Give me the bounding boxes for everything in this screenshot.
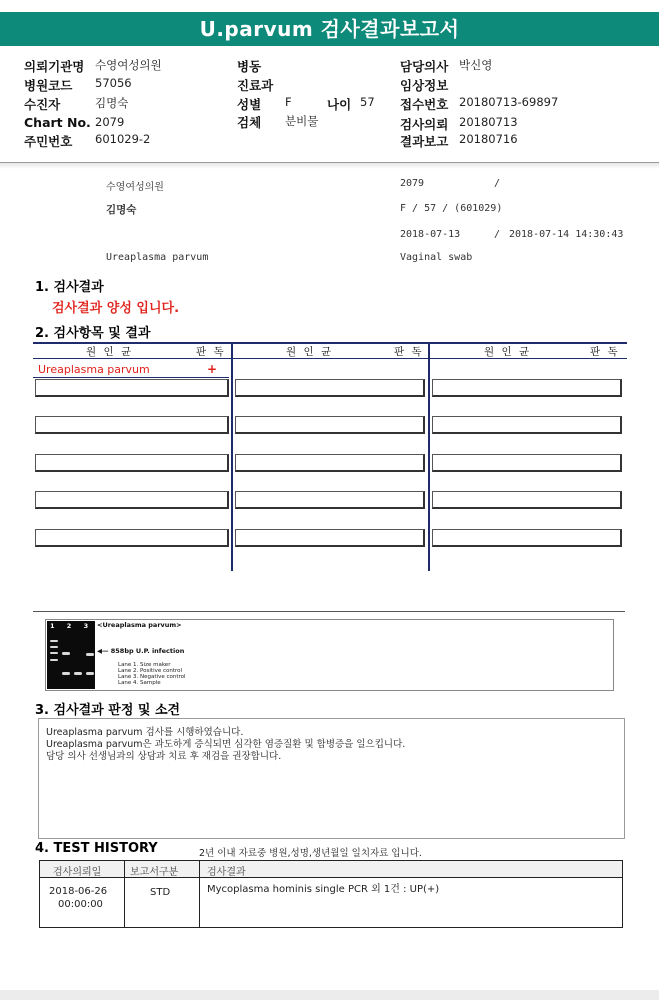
history-col-divider bbox=[199, 860, 200, 928]
age-label: 나이 bbox=[327, 97, 352, 112]
footer-band bbox=[0, 990, 659, 1000]
result-cell bbox=[235, 416, 425, 434]
specimen-label: 검체 bbox=[237, 115, 262, 130]
col-germ-3: 원 인 균 bbox=[484, 346, 532, 358]
sex-value: F bbox=[285, 95, 292, 109]
result-cell bbox=[235, 379, 425, 397]
sex-label: 성별 bbox=[237, 97, 262, 112]
chart-value: 2079 bbox=[95, 115, 125, 129]
patient-chart-slash: / bbox=[494, 178, 501, 189]
header-shadow bbox=[0, 163, 659, 169]
patient-chart: 2079 bbox=[400, 178, 425, 189]
result-cell bbox=[235, 491, 425, 509]
germ-judgement: + bbox=[207, 362, 218, 376]
gel-band bbox=[74, 672, 82, 675]
history-col-date: 검사의뢰일 bbox=[53, 867, 102, 878]
gel-band bbox=[50, 640, 58, 642]
hospital-value: 수영여성의원 bbox=[95, 58, 162, 72]
gel-band bbox=[86, 653, 94, 656]
col-judge-1: 판 독 bbox=[196, 346, 226, 358]
section1-title: 1. 검사결과 bbox=[35, 280, 104, 295]
age-value: 57 bbox=[360, 95, 375, 109]
gel-band bbox=[50, 659, 58, 661]
gel-band bbox=[62, 672, 70, 675]
result-cell bbox=[35, 454, 229, 472]
history-date: 2018-06-26 bbox=[49, 886, 108, 897]
patient-label: 수진자 bbox=[24, 97, 61, 112]
result-cell bbox=[235, 529, 425, 547]
specimen-value: 분비물 bbox=[285, 114, 319, 128]
hospital-code-value: 57056 bbox=[95, 76, 132, 90]
gel-lane-desc: Lane 3. Negative control bbox=[118, 674, 186, 680]
patient-value: 김명숙 bbox=[95, 96, 129, 110]
clinical-label: 임상정보 bbox=[400, 78, 449, 93]
section3-title: 3. 검사결과 판정 및 소견 bbox=[35, 703, 181, 718]
opinion-line: Ureaplasma parvum은 과도하게 증식되면 심각한 염증질환 및 합병증을 일으킵니다. bbox=[46, 739, 406, 750]
result-cell bbox=[35, 416, 229, 434]
history-header-row bbox=[40, 861, 622, 878]
opinion-line: Ureaplasma parvum 검사를 시행하였습니다. bbox=[46, 727, 244, 738]
gel-band bbox=[50, 646, 58, 648]
history-col-divider bbox=[124, 860, 125, 928]
gel-lane-desc: Lane 4. Sample bbox=[118, 680, 161, 686]
rrn-value: 601029-2 bbox=[95, 132, 151, 146]
doctor-value: 박신영 bbox=[459, 58, 493, 72]
section4-title: 4. TEST HISTORY bbox=[35, 841, 158, 856]
patient-test: Ureaplasma parvum bbox=[106, 252, 209, 263]
grid-divider-2 bbox=[428, 342, 430, 571]
request-label: 검사의뢰 bbox=[400, 117, 449, 132]
rrn-label: 주민번호 bbox=[24, 134, 73, 149]
patient-specimen: Vaginal swab bbox=[400, 252, 473, 263]
patient-hospital: 수영여성의원 bbox=[106, 182, 164, 193]
report-label: 결과보고 bbox=[400, 134, 449, 149]
gel-band bbox=[86, 672, 94, 675]
section2-title: 2. 검사항목 및 결과 bbox=[35, 326, 151, 341]
result-cell bbox=[35, 529, 229, 547]
patient-name: 김명숙 bbox=[106, 204, 137, 216]
col-judge-3: 판 독 bbox=[590, 346, 620, 358]
gel-lane-desc: Lane 2. Positive control bbox=[118, 668, 183, 674]
hospital-code-label: 병원코드 bbox=[24, 78, 73, 93]
germ-row-border bbox=[33, 377, 229, 378]
gel-band bbox=[62, 652, 70, 655]
section-separator bbox=[33, 611, 625, 612]
result-cell bbox=[432, 454, 622, 472]
col-germ-1: 원 인 균 bbox=[86, 346, 134, 358]
history-time: 00:00:00 bbox=[58, 899, 103, 910]
ward-label: 병동 bbox=[237, 59, 262, 74]
hospital-label: 의뢰기관명 bbox=[24, 59, 85, 74]
result-cell bbox=[35, 379, 229, 397]
history-type: STD bbox=[150, 887, 171, 898]
history-result: Mycoplasma hominis single PCR 외 1건 : UP(+) bbox=[207, 884, 440, 895]
history-note: 2년 이내 자료중 병원,성명,생년월일 일치자료 입니다. bbox=[199, 848, 422, 859]
patient-sex-age: F / 57 / (601029) bbox=[400, 203, 503, 214]
result-cell bbox=[432, 529, 622, 547]
history-col-result: 검사결과 bbox=[207, 867, 246, 878]
result-cell bbox=[432, 379, 622, 397]
col-judge-2: 판 독 bbox=[394, 346, 424, 358]
gel-title: <Ureaplasma parvum> bbox=[97, 621, 182, 629]
gel-lane-numbers: 1 2 3 4 bbox=[50, 622, 110, 630]
gel-band bbox=[50, 652, 58, 654]
grid-divider-1 bbox=[231, 342, 233, 571]
patient-date-in: 2018-07-13 bbox=[400, 229, 461, 240]
doctor-label: 담당의사 bbox=[400, 59, 449, 74]
dept-label: 진료과 bbox=[237, 78, 274, 93]
positive-result-text: 검사결과 양성 입니다. bbox=[52, 301, 180, 316]
result-cell bbox=[235, 454, 425, 472]
col-germ-2: 원 인 균 bbox=[286, 346, 334, 358]
result-cell bbox=[432, 491, 622, 509]
history-col-type: 보고서구분 bbox=[130, 867, 179, 878]
patient-date-out: 2018-07-14 14:30:43 bbox=[509, 229, 624, 240]
germ-name: Ureaplasma parvum bbox=[38, 363, 150, 376]
report-value: 20180716 bbox=[459, 132, 518, 146]
receipt-label: 접수번호 bbox=[400, 97, 449, 112]
report-title: U.parvum 검사결과보고서 bbox=[0, 12, 659, 46]
chart-label: Chart No. bbox=[24, 115, 91, 130]
result-cell bbox=[432, 416, 622, 434]
gel-arrow-label: ◀— 858bp U.P. infection bbox=[97, 647, 185, 655]
request-value: 20180713 bbox=[459, 115, 518, 129]
patient-date-sep: / bbox=[494, 229, 501, 240]
result-cell bbox=[35, 491, 229, 509]
opinion-line: 담당 의사 선생님과의 상담과 치료 후 재검을 권장합니다. bbox=[46, 751, 282, 762]
gel-lane-desc: Lane 1. Size maker bbox=[118, 662, 171, 668]
receipt-value: 20180713-69897 bbox=[459, 95, 559, 109]
